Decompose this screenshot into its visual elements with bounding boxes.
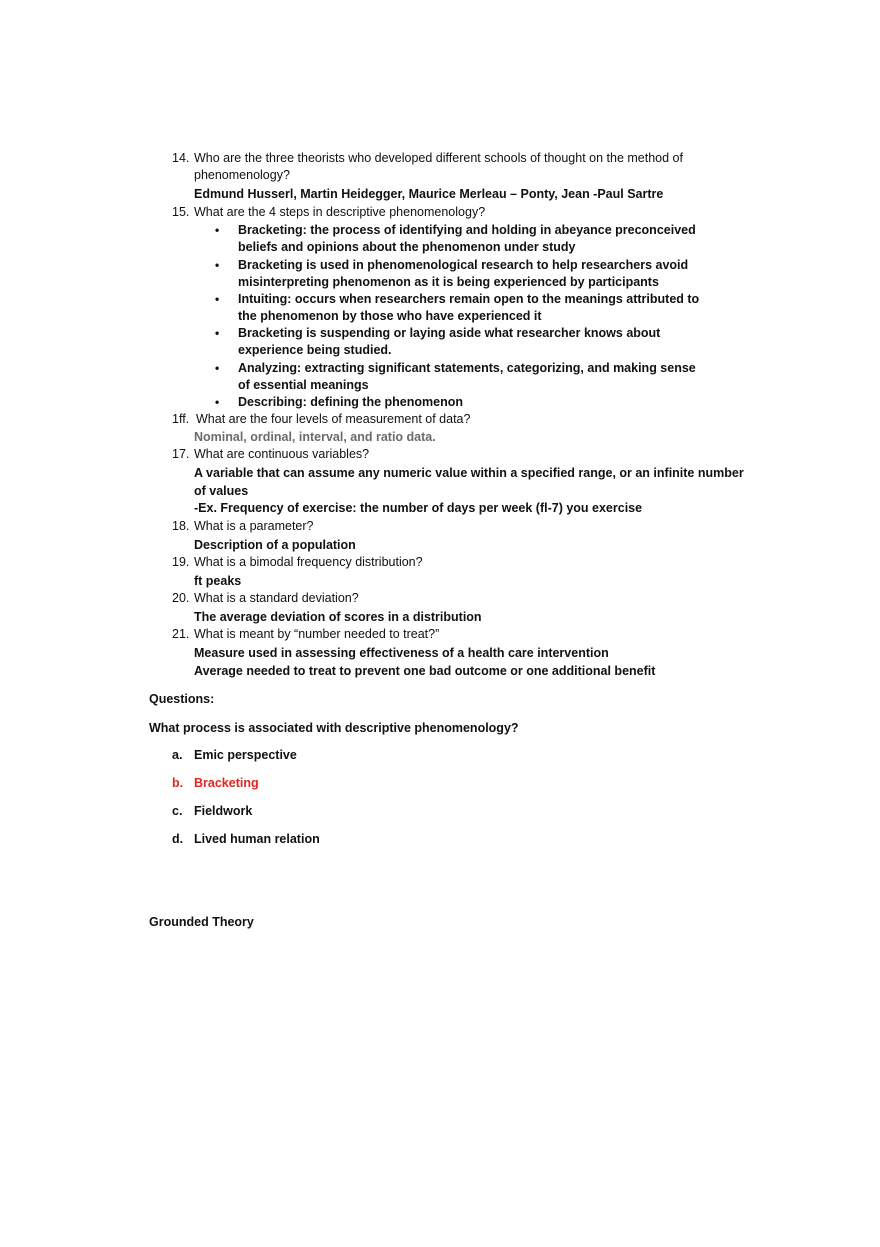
q17-question: What are continuous variables?: [194, 447, 370, 461]
q15-bullet-3-line2: the phenomenon by those who have experienced it: [238, 309, 542, 323]
q18-answer: Description of a population: [194, 538, 356, 552]
option-b-text-correct: Bracketing: [194, 776, 259, 790]
q14-question-line2: phenomenology?: [194, 168, 290, 182]
q18-question: What is a parameter?: [194, 519, 314, 533]
q21-number: 21.: [172, 627, 190, 641]
option-b-letter: b.: [172, 776, 184, 790]
bullet-icon: •: [215, 223, 220, 237]
q17-answer-line1: A variable that can assume any numeric value within a specified range, or an infinite number: [194, 466, 744, 480]
option-a-text: Emic perspective: [194, 748, 297, 762]
q15-question: What are the 4 steps in descriptive phenomenology?: [194, 205, 486, 219]
option-d-text: Lived human relation: [194, 832, 320, 846]
q19-question: What is a bimodal frequency distribution?: [194, 555, 423, 569]
option-c-letter: c.: [172, 804, 183, 818]
q15-bullet-2-line1: Bracketing is used in phenomenological research to help researchers avoid: [238, 258, 689, 272]
mcq-stem: What process is associated with descriptive phenomenology?: [149, 721, 519, 735]
option-a-letter: a.: [172, 748, 183, 762]
section-heading-grounded-theory: Grounded Theory: [149, 915, 254, 929]
q15-bullet-1-line2: beliefs and opinions about the phenomenon under study: [238, 240, 576, 254]
q17-answer-line2: of values: [194, 484, 249, 498]
bullet-icon: •: [215, 326, 220, 340]
q19-number: 19.: [172, 555, 190, 569]
q14-answer: Edmund Husserl, Martin Heidegger, Maurice Merleau – Ponty, Jean -Paul Sartre: [194, 187, 664, 201]
bullet-icon: •: [215, 395, 220, 409]
option-c-text: Fieldwork: [194, 804, 253, 818]
bullet-icon: •: [215, 361, 220, 375]
q21-answer-line1: Measure used in assessing effectiveness of a health care intervention: [194, 646, 609, 660]
q19-answer: ft peaks: [194, 574, 242, 588]
questions-heading: Questions:: [149, 692, 215, 706]
q18-number: 18.: [172, 519, 190, 533]
q15-bullet-5-line1: Analyzing: extracting significant statements, categorizing, and making sense: [238, 361, 696, 375]
q16-number: 1ff.: [172, 412, 190, 426]
q16-answer: Nominal, ordinal, interval, and ratio data.: [194, 430, 436, 444]
q20-question: What is a standard deviation?: [194, 591, 359, 605]
q20-number: 20.: [172, 591, 190, 605]
q15-bullet-5-line2: of essential meanings: [238, 378, 369, 392]
q15-bullet-2-line2: misinterpreting phenomenon as it is being experienced by participants: [238, 275, 659, 289]
bullet-icon: •: [215, 292, 220, 306]
q20-answer: The average deviation of scores in a distribution: [194, 610, 482, 624]
q15-bullet-4-line2: experience being studied.: [238, 343, 392, 357]
q15-number: 15.: [172, 205, 190, 219]
q16-question: What are the four levels of measurement of data?: [196, 412, 471, 426]
q17-example: -Ex. Frequency of exercise: the number of days per week (fl-7) you exercise: [194, 501, 643, 515]
q14-question-line1: Who are the three theorists who developed different schools of thought on the method of: [194, 151, 683, 165]
q15-bullet-6: Describing: defining the phenomenon: [238, 395, 463, 409]
q15-bullet-1-line1: Bracketing: the process of identifying and holding in abeyance preconceived: [238, 223, 696, 237]
bullet-icon: •: [215, 258, 220, 272]
q17-number: 17.: [172, 447, 190, 461]
q21-answer-line2: Average needed to treat to prevent one bad outcome or one additional benefit: [194, 664, 656, 678]
option-d-letter: d.: [172, 832, 184, 846]
q14-number: 14.: [172, 151, 190, 165]
q15-bullet-4-line1: Bracketing is suspending or laying aside what researcher knows about: [238, 326, 661, 340]
q21-question: What is meant by “number needed to treat?”: [194, 627, 440, 641]
q15-bullet-3-line1: Intuiting: occurs when researchers remain open to the meanings attributed to: [238, 292, 700, 306]
